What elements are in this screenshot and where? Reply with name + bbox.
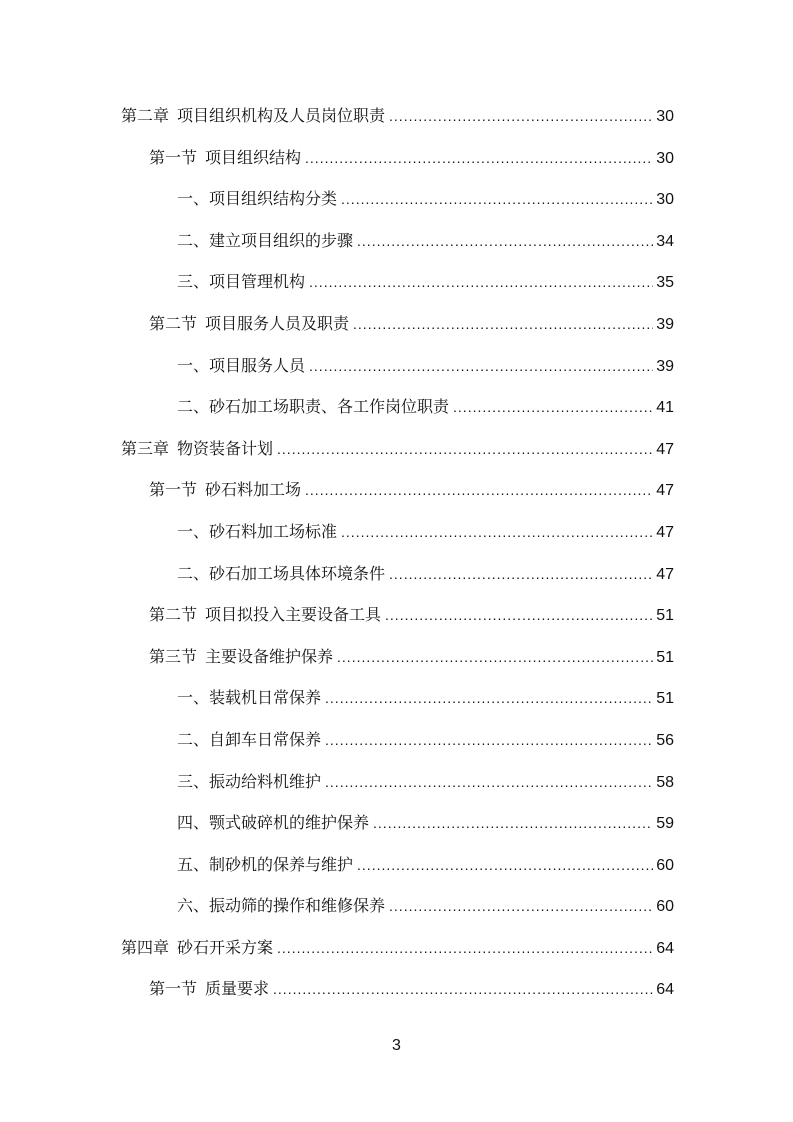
toc-entry-number: 第一节	[149, 480, 198, 500]
toc-entry-title: 颚式破碎机的维护保养	[209, 813, 370, 833]
toc-entry[interactable]	[0, 350, 793, 392]
toc-entry-title: 建立项目组织的步骤	[209, 230, 354, 250]
toc-dot-leader	[389, 558, 653, 590]
toc-dot-leader	[273, 973, 653, 1005]
toc-entry-page: 30	[656, 191, 674, 209]
toc-entry-label	[149, 308, 349, 340]
toc-entry-title: 项目拟投入主要设备工具	[205, 605, 382, 625]
toc-entry-number: 第一节	[149, 979, 198, 999]
toc-entry-number: 二、	[177, 230, 210, 250]
table-of-contents	[0, 100, 793, 1015]
toc-entry-title: 项目组织结构分类	[209, 189, 338, 209]
toc-entry-title: 物资装备计划	[177, 438, 274, 458]
toc-entry[interactable]	[0, 724, 793, 766]
toc-entry-label	[121, 433, 273, 465]
toc-entry-number: 第三章	[121, 438, 170, 458]
toc-entry-number: 三、	[177, 272, 210, 292]
toc-entry-label	[149, 973, 269, 1005]
toc-entry-page: 47	[656, 482, 674, 500]
toc-entry-label	[177, 849, 353, 881]
toc-dot-leader	[277, 932, 653, 964]
toc-entry-number: 一、	[177, 688, 210, 708]
toc-entry-title: 制砂机的保养与维护	[209, 854, 354, 874]
toc-entry-title: 砂石料加工场	[205, 480, 302, 500]
toc-entry[interactable]	[0, 849, 793, 891]
toc-entry[interactable]	[0, 682, 793, 724]
toc-dot-leader	[385, 599, 653, 631]
toc-entry-page: 47	[656, 523, 674, 541]
toc-entry-page: 56	[656, 731, 674, 749]
toc-entry[interactable]	[0, 183, 793, 225]
toc-dot-leader	[309, 266, 653, 298]
toc-entry-label	[177, 350, 305, 382]
toc-entry-title: 项目组织机构及人员岗位职责	[177, 106, 386, 125]
toc-entry-label	[177, 516, 337, 548]
toc-dot-leader	[309, 350, 653, 382]
toc-entry[interactable]	[0, 973, 793, 1015]
toc-entry-title: 项目管理机构	[209, 272, 306, 292]
toc-entry[interactable]	[0, 641, 793, 683]
toc-entry-label	[177, 766, 321, 798]
toc-dot-leader	[341, 183, 653, 215]
toc-entry-title: 振动筛的操作和维修保养	[209, 896, 386, 916]
toc-entry-label	[177, 807, 369, 839]
toc-entry-title: 质量要求	[205, 979, 270, 999]
toc-entry-page: 64	[656, 981, 674, 999]
toc-entry-page: 41	[656, 399, 674, 417]
toc-entry-label	[177, 266, 305, 298]
toc-entry-number: 六、	[177, 896, 210, 916]
toc-dot-leader	[337, 641, 653, 673]
toc-dot-leader	[341, 516, 653, 548]
toc-entry-number: 第三节	[149, 646, 198, 666]
toc-entry-label	[177, 183, 337, 215]
toc-entry-label	[177, 558, 385, 590]
toc-entry-page: 60	[656, 856, 674, 874]
toc-dot-leader	[389, 100, 653, 132]
toc-entry-page: 58	[656, 773, 674, 791]
toc-entry-page: 59	[656, 815, 674, 833]
toc-entry-number: 四、	[177, 813, 210, 833]
toc-dot-leader	[277, 433, 653, 465]
toc-entry-label	[177, 225, 353, 257]
toc-entry-number: 二、	[177, 563, 210, 583]
toc-entry[interactable]	[0, 599, 793, 641]
toc-entry[interactable]	[0, 558, 793, 600]
toc-entry-page: 51	[656, 690, 674, 708]
toc-entry-page: 34	[656, 232, 674, 250]
toc-entry[interactable]	[0, 474, 793, 516]
toc-entry-title: 砂石料加工场标准	[209, 521, 338, 541]
toc-entry-page: 47	[656, 565, 674, 583]
toc-entry[interactable]	[0, 516, 793, 558]
toc-entry-number: 三、	[177, 771, 210, 791]
toc-entry[interactable]	[0, 766, 793, 808]
toc-entry-title: 砂石开采方案	[177, 937, 274, 957]
toc-dot-leader	[305, 474, 653, 506]
toc-dot-leader	[325, 766, 653, 798]
toc-entry-number: 一、	[177, 355, 210, 375]
toc-dot-leader	[453, 391, 653, 423]
toc-entry-label	[149, 474, 301, 506]
toc-entry[interactable]	[0, 308, 793, 350]
toc-entry[interactable]	[0, 100, 793, 142]
toc-entry-title: 砂石加工场具体环境条件	[209, 563, 386, 583]
toc-entry-page: 30	[656, 108, 674, 125]
toc-entry-title: 自卸车日常保养	[209, 729, 322, 749]
toc-dot-leader	[353, 308, 653, 340]
toc-entry-label	[149, 641, 333, 673]
toc-entry-title: 振动给料机维护	[209, 771, 322, 791]
toc-entry-page: 39	[656, 357, 674, 375]
toc-entry-label	[149, 599, 381, 631]
toc-entry-page: 30	[656, 149, 674, 167]
toc-entry-title: 项目服务人员	[209, 355, 306, 375]
toc-dot-leader	[325, 682, 653, 714]
toc-entry-title: 装载机日常保养	[209, 688, 322, 708]
toc-entry-label	[121, 100, 385, 132]
toc-entry-title: 项目服务人员及职责	[205, 313, 350, 333]
toc-entry-title: 砂石加工场职责、各工作岗位职责	[209, 397, 450, 417]
toc-dot-leader	[373, 807, 653, 839]
toc-entry-number: 第四章	[121, 937, 170, 957]
toc-entry-title: 主要设备维护保养	[205, 646, 334, 666]
toc-dot-leader	[325, 724, 653, 756]
toc-entry-page: 60	[656, 898, 674, 916]
toc-entry[interactable]	[0, 807, 793, 849]
toc-entry-number: 第二章	[121, 106, 170, 125]
toc-entry[interactable]	[0, 433, 793, 475]
toc-entry-page: 64	[656, 939, 674, 957]
toc-entry-number: 第二节	[149, 605, 198, 625]
toc-entry-label	[149, 142, 301, 174]
toc-entry-number: 五、	[177, 854, 210, 874]
toc-entry-number: 第一节	[149, 147, 198, 167]
toc-entry[interactable]	[0, 932, 793, 974]
toc-entry-page: 51	[656, 648, 674, 666]
toc-entry-label	[177, 682, 321, 714]
toc-dot-leader	[357, 849, 653, 881]
toc-entry[interactable]	[0, 266, 793, 308]
toc-entry-title: 项目组织结构	[205, 147, 302, 167]
toc-dot-leader	[305, 142, 653, 174]
toc-entry-number: 第二节	[149, 313, 198, 333]
toc-entry[interactable]	[0, 225, 793, 267]
toc-entry-page: 35	[656, 274, 674, 292]
toc-entry-label	[177, 890, 385, 922]
toc-entry-number: 二、	[177, 729, 210, 749]
toc-entry[interactable]	[0, 890, 793, 932]
toc-entry-label	[121, 932, 273, 964]
toc-entry[interactable]	[0, 391, 793, 433]
toc-entry-number: 一、	[177, 189, 210, 209]
toc-entry-page: 51	[656, 607, 674, 625]
toc-entry-page: 47	[656, 440, 674, 458]
toc-dot-leader	[389, 890, 653, 922]
toc-entry-page: 39	[656, 315, 674, 333]
toc-entry-number: 二、	[177, 397, 210, 417]
toc-entry-label	[177, 391, 449, 423]
toc-entry-number: 一、	[177, 521, 210, 541]
toc-dot-leader	[357, 225, 653, 257]
toc-entry-label	[177, 724, 321, 756]
toc-entry[interactable]	[0, 142, 793, 184]
page-number: 3	[392, 1037, 401, 1054]
